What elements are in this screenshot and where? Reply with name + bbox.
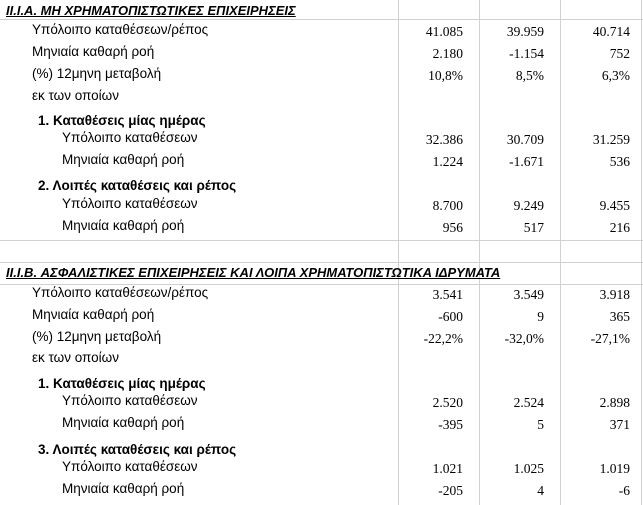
cell-value: -1.154 — [509, 46, 544, 61]
row-label: Μηνιαία καθαρή ροή — [62, 218, 185, 233]
subsection-title: 2. Λοιπές καταθέσεις και ρέπος — [38, 178, 237, 193]
table-row — [0, 478, 643, 500]
cell-value: 32.386 — [425, 132, 463, 147]
cell-value: 8,5% — [515, 68, 544, 83]
of-which-label: εκ των οποίων — [32, 88, 119, 103]
cell-value: 30.709 — [506, 132, 544, 147]
table-row — [0, 19, 643, 41]
cell-value: 39.959 — [506, 24, 544, 39]
cell-value: 956 — [442, 220, 463, 235]
cell-value: 40.714 — [592, 24, 630, 39]
table-row — [0, 41, 643, 63]
cell-value: -395 — [438, 417, 463, 432]
subsection-title: 3. Λοιπές καταθέσεις και ρέπος — [38, 442, 237, 457]
cell-value: 1.021 — [432, 461, 463, 476]
cell-value: 216 — [609, 220, 630, 235]
cell-value: 536 — [609, 154, 630, 169]
table-row — [0, 412, 643, 434]
cell-value: 4 — [537, 483, 544, 498]
row-label: Υπόλοιπο καταθέσεων — [62, 393, 198, 408]
cell-value: 2.524 — [513, 395, 544, 410]
row-label: Μηνιαία καθαρή ροή — [62, 152, 185, 167]
cell-value: 3.541 — [432, 287, 463, 302]
cell-value: -205 — [438, 483, 463, 498]
section-b-title: II.I.B. ΑΣΦΑΛΙΣΤΙΚΕΣ ΕΠΙΧΕΙΡΗΣΕΙΣ ΚΑΙ ΛΟΙΠΑ ΧΡΗΜΑΤΟΠΙΣΤΩΤΙΚΑ ΙΔΡΥΜΑΤΑ — [6, 265, 501, 280]
table-row — [0, 85, 643, 107]
section-a-title: II.I.A. ΜΗ ΧΡΗΜΑΤΟΠΙΣΤΩΤΙΚΕΣ ΕΠΙΧΕΙΡΗΣΕΙΣ — [6, 3, 296, 18]
row-label: Μηνιαία καθαρή ροή — [32, 307, 155, 322]
row-label: Υπόλοιπο καταθέσεων — [62, 130, 198, 145]
row-label: Υπόλοιπο καταθέσεων — [62, 459, 198, 474]
cell-value: 365 — [609, 309, 630, 324]
cell-value: 9.249 — [513, 198, 544, 213]
cell-value: 41.085 — [425, 24, 463, 39]
row-label: Μηνιαία καθαρή ροή — [62, 481, 185, 496]
cell-value: 9.455 — [599, 198, 630, 213]
cell-value: 5 — [537, 417, 544, 432]
of-which-label: εκ των οποίων — [32, 350, 119, 365]
cell-value: -1.671 — [509, 154, 544, 169]
table-row — [0, 456, 643, 478]
cell-value: 2.180 — [432, 46, 463, 61]
cell-value: 1.025 — [513, 461, 544, 476]
table-row — [0, 326, 643, 348]
subsection-title: 1. Καταθέσεις μίας ημέρας — [38, 113, 206, 128]
cell-value: 3.549 — [513, 287, 544, 302]
table-row — [0, 193, 643, 215]
section-b-header-row — [0, 262, 643, 284]
row-label: (%) 12μηνη μεταβολή — [32, 329, 162, 344]
cell-value: 752 — [609, 46, 630, 61]
table-row — [0, 215, 643, 237]
cell-value: -6 — [618, 483, 630, 498]
row-label: Μηνιαία καθαρή ροή — [62, 415, 185, 430]
cell-value: 1.224 — [432, 154, 463, 169]
row-label: Υπόλοιπο καταθέσεων/ρέπος — [32, 22, 209, 37]
cell-value: 6,3% — [601, 68, 630, 83]
cell-value: -32,0% — [504, 331, 544, 346]
table-row — [0, 347, 643, 369]
row-label: (%) 12μηνη μεταβολή — [32, 66, 162, 81]
cell-value: 9 — [537, 309, 544, 324]
row-label: Υπόλοιπο καταθέσεων — [62, 196, 198, 211]
cell-value: 2.520 — [432, 395, 463, 410]
cell-value: -22,2% — [423, 331, 463, 346]
cell-value: -27,1% — [590, 331, 630, 346]
cell-value: 8.700 — [432, 198, 463, 213]
cell-value: 1.019 — [599, 461, 630, 476]
cell-value: 3.918 — [599, 287, 630, 302]
gridline-h — [0, 240, 643, 241]
row-label: Μηνιαία καθαρή ροή — [32, 44, 155, 59]
table-row — [0, 127, 643, 149]
table-row — [0, 390, 643, 412]
cell-value: 31.259 — [592, 132, 630, 147]
table-row — [0, 304, 643, 326]
cell-value: 371 — [609, 417, 630, 432]
cell-value: -600 — [438, 309, 463, 324]
subsection-title: 1. Καταθέσεις μίας ημέρας — [38, 376, 206, 391]
row-label: Υπόλοιπο καταθέσεων/ρέπος — [32, 285, 209, 300]
cell-value: 2.898 — [599, 395, 630, 410]
cell-value: 10,8% — [428, 68, 463, 83]
table-row — [0, 63, 643, 85]
table-row — [0, 149, 643, 171]
table-row — [0, 282, 643, 304]
cell-value: 517 — [523, 220, 544, 235]
